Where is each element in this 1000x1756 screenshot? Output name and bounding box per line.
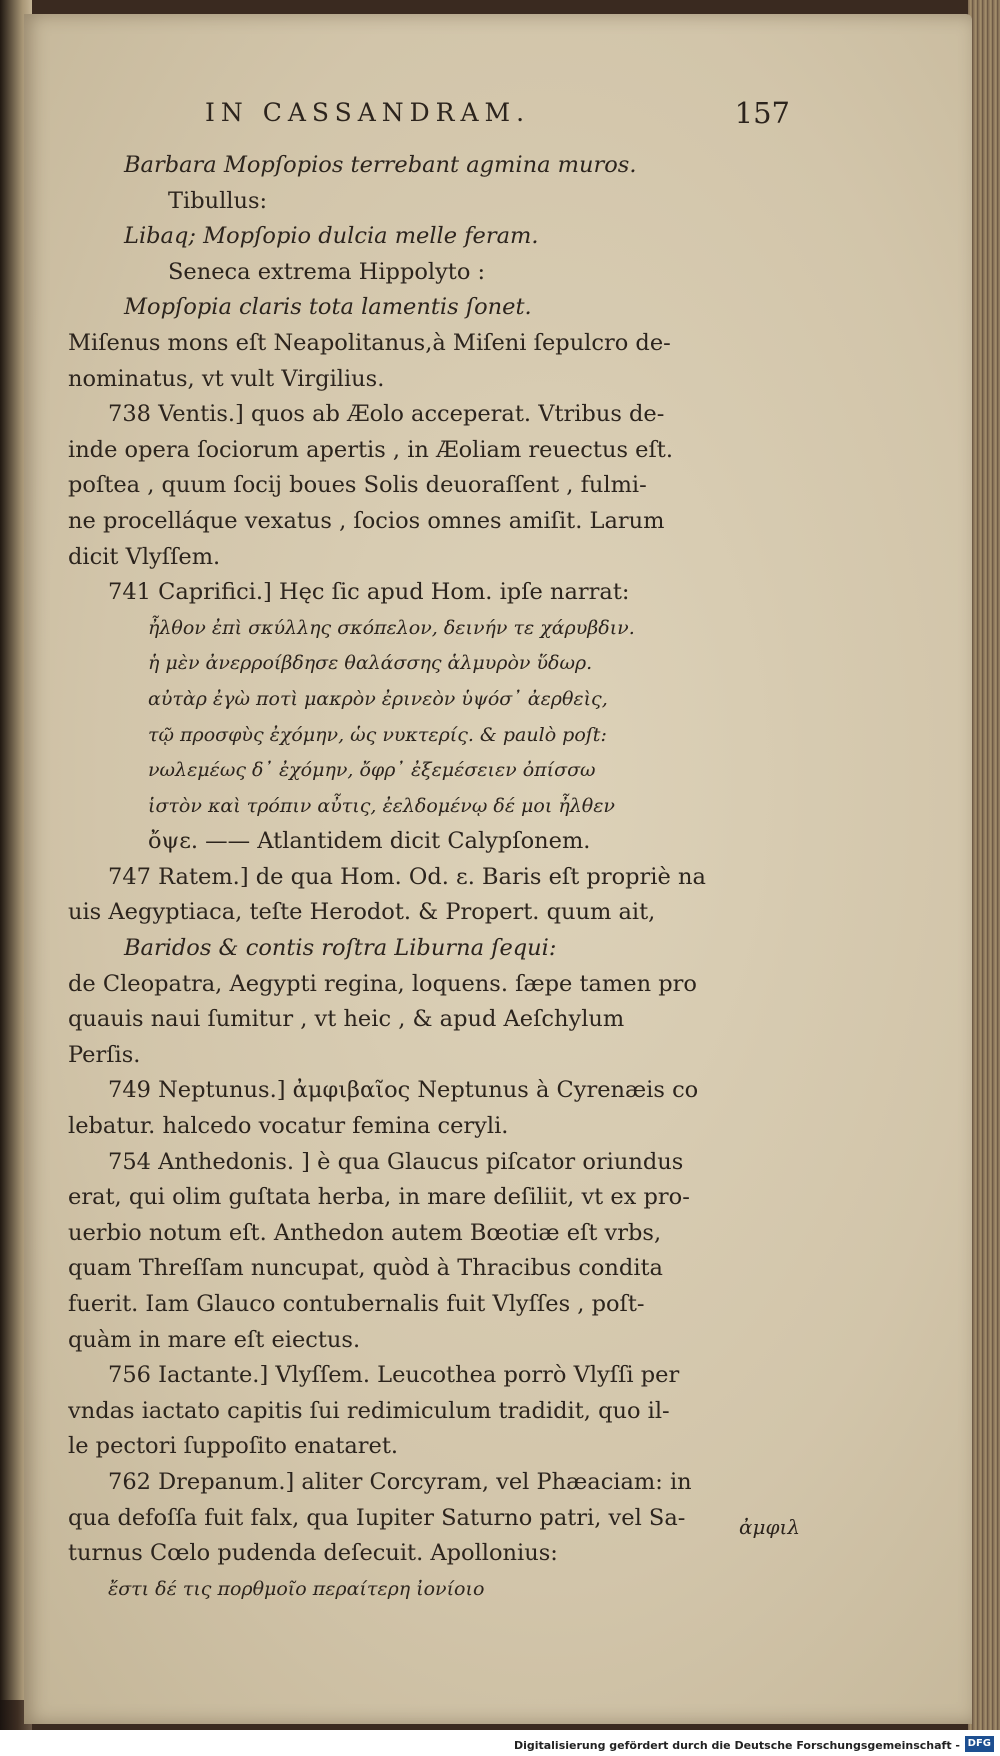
- text-line: Tibullus:: [168, 187, 268, 214]
- text-line: dicit Vlyſſem.: [68, 543, 221, 570]
- text-line: inde opera ſociorum apertis , in Æoliam reuectus eſt.: [68, 436, 673, 463]
- text-line: lebatur. halcedo vocatur femina ceryli.: [68, 1113, 509, 1140]
- text-line: quam Threſſam nuncupat, quòd à Thracibus condita: [68, 1255, 663, 1282]
- text-line: de Cleopatra, Aegypti regina, loquens. ſæpe tamen pro: [68, 970, 697, 997]
- text-line: uerbio notum eſt. Anthedon autem Bœotiæ eſt vrbs,: [68, 1219, 662, 1246]
- text-line: Seneca extrema Hippolyto :: [168, 258, 486, 285]
- dfg-logo-icon: DFG: [965, 1736, 994, 1752]
- text-line: ἔστι δέ τις πορθμοῖο περαίτερη ἰονίοιο: [108, 1577, 485, 1600]
- text-line: le pectori ſuppoſito enataret.: [68, 1433, 399, 1460]
- catchword: ἀμφιλ: [738, 1515, 800, 1539]
- digitization-credit: Digitalisierung gefördert durch die Deutsche Forschungsgemeinschaft -: [513, 1739, 960, 1752]
- text-line: αὐτὰρ ἐγὼ ποτὶ μακρὸν ἐρινεὸν ὑψόσ᾽ ἀερθεὶς,: [148, 687, 608, 710]
- page-stack-edge: [968, 0, 1000, 1740]
- text-line: poſtea , quum ſocij boues Solis deuoraſſent , fulmi-: [68, 472, 647, 499]
- text-line: 762 Drepanum.] aliter Corcyram, vel Phæaciam: in: [108, 1468, 692, 1495]
- page-number: 157: [734, 96, 790, 130]
- text-line: nominatus, vt vult Virgilius.: [68, 365, 385, 392]
- text-line: Mopſopia claris tota lamentis ſonet.: [124, 294, 532, 321]
- text-line: ἡ μὲν ἀνερροίβδησε θαλάσσης ἁλμυρὸν ὕδωρ.: [148, 652, 593, 675]
- text-line: 741 Caprifici.] Hęc ſic apud Hom. ipſe narrat:: [108, 579, 630, 606]
- text-line: Perſis.: [68, 1041, 141, 1068]
- page-header: [110, 96, 790, 136]
- text-line: Barbara Mopſopios terrebant agmina muros.: [124, 152, 637, 178]
- text-line: Miſenus mons eſt Neapolitanus,à Miſeni ſepulcro de-: [68, 329, 671, 356]
- running-title: IN CASSANDRAM.: [205, 98, 531, 127]
- text-line: νωλεμέως δ᾽ ἐχόμην, ὄφρ᾽ ἐξεμέσειεν ὀπίσσω: [148, 759, 596, 782]
- text-line: Libaq; Mopſopio dulcia melle feram.: [124, 223, 539, 250]
- text-line: fuerit. Iam Glauco contubernalis fuit Vlyſſes , poſt-: [68, 1291, 645, 1317]
- footer-bar: [0, 1730, 1000, 1756]
- text-line: 754 Anthedonis. ] è qua Glaucus piſcator oriundus: [108, 1148, 684, 1175]
- text-line: 747 Ratem.] de qua Hom. Od. ε. Baris eſt propriè na: [108, 863, 706, 890]
- text-line: ἦλθον ἐπὶ σκύλλης σκόπελον, δεινήν τε χάρυβδιν.: [148, 616, 635, 639]
- text-line: qua defoſſa fuit falx, qua Iupiter Saturno patri, vel Sa-: [68, 1504, 686, 1531]
- text-line: quauis naui ſumitur , vt heic , & apud Aeſchylum: [68, 1006, 625, 1033]
- text-line: 749 Neptunus.] ἀμφιβαῖος Neptunus à Cyrenæis co: [108, 1077, 699, 1104]
- body-text: [68, 148, 780, 1607]
- text-line: turnus Cœlo pudenda deſecuit. Apollonius:: [68, 1540, 558, 1567]
- text-line: τῷ προσφὺς ἐχόμην, ὡς νυκτερίς. & paulò poſt:: [148, 723, 607, 746]
- text-line: quàm in mare eſt eiectus.: [68, 1326, 361, 1353]
- text-line: vndas iactato capitis ſui redimiculum tradidit, quo il-: [68, 1397, 670, 1424]
- text-line: uis Aegyptiaca, teſte Herodot. & Propert. quum ait,: [68, 899, 656, 926]
- text-line: 756 Iactante.] Vlyſſem. Leucothea porrò Vlyſſi per: [108, 1362, 680, 1389]
- text-line: ne procelláque vexatus , ſocios omnes amiſit. Larum: [68, 507, 665, 534]
- text-line: ὄψε. —— Atlantidem dicit Calypſonem.: [148, 828, 591, 855]
- text-line: Baridos & contis roſtra Liburna ſequi:: [124, 935, 557, 962]
- text-line: ἱστὸν καὶ τρόπιν αὖτις, ἐελδομένῳ δέ μοι ἦλθεν: [148, 794, 615, 817]
- text-line: erat, qui olim guſtata herba, in mare deſiliit, vt ex pro-: [68, 1184, 690, 1211]
- text-line: 738 Ventis.] quos ab Æolo acceperat. Vtribus de-: [108, 401, 665, 428]
